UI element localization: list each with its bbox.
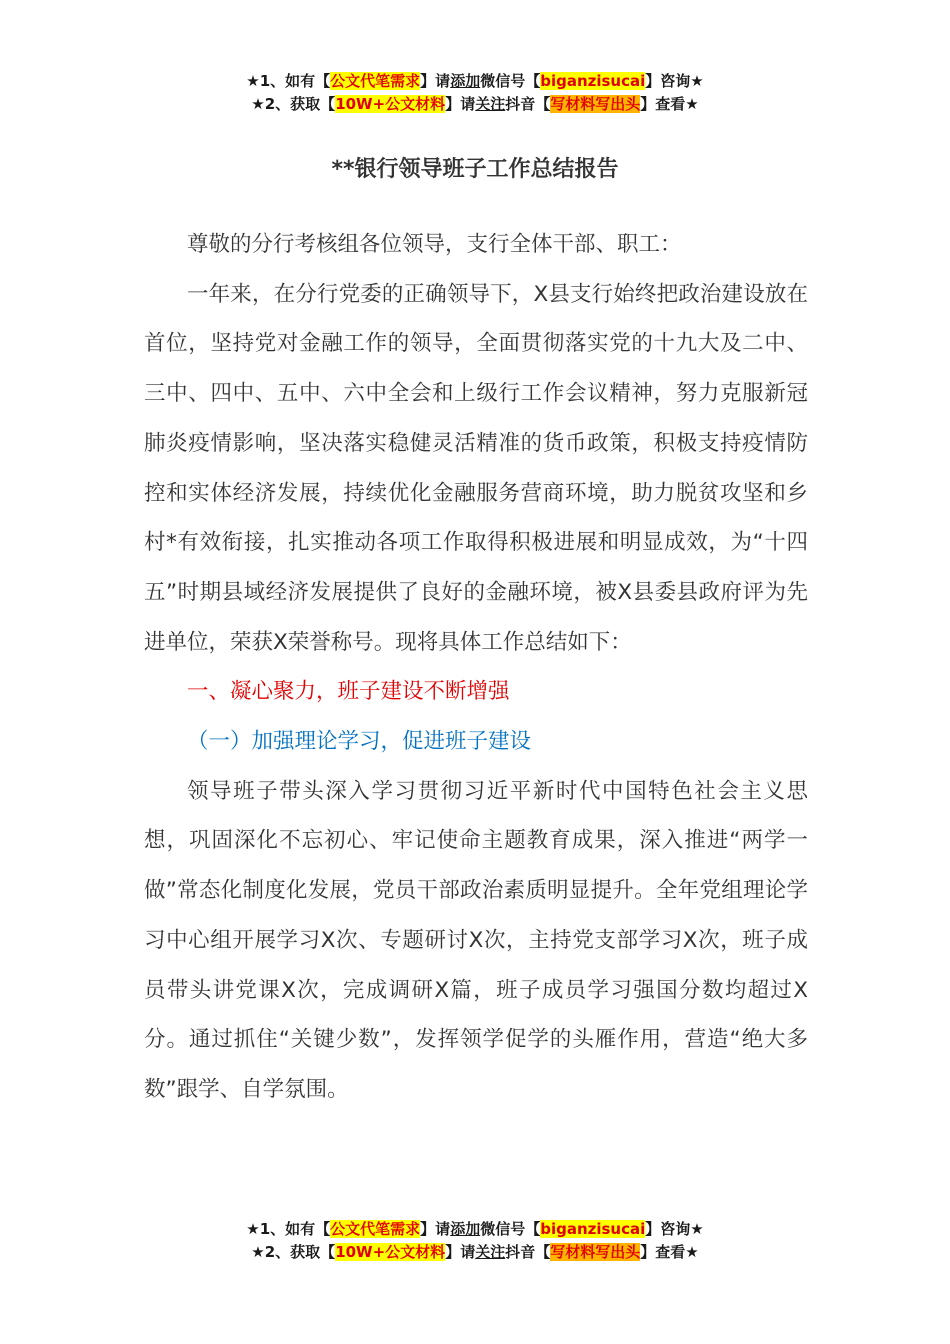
footer-promo-line-2-highlight-materials: 10W+公文材料 bbox=[335, 1243, 446, 1261]
subsection-1-paragraph: 领导班子带头深入学习贯彻习近平新时代中国特色社会主义思想，巩固深化不忘初心、牢记使命主题教育成果，深入推进“两学一做”常态化制度化发展，党员干部政治素质明显提升。全年党组理论学习中心组开展学习X次、专题研讨X次，主持党支部学习X次，班子成员带头讲党课X次，完成调研X篇，班子成员学习强国分数均超过X分。通过抓住“关键少数”，发挥领学促学的头雁作用，营造“绝大多数”跟学、自学氛围。 bbox=[144, 778, 808, 1102]
footer-promo-line-2-suffix: 】查看★ bbox=[640, 1243, 699, 1261]
promo-line-1-highlight-wechat: biganzisucai bbox=[540, 72, 646, 90]
promo-line-1-prefix: ★1、如有【 bbox=[246, 72, 331, 90]
footer-promo-line-1-highlight-service: 公文代笔需求 bbox=[330, 1220, 421, 1238]
promo-line-2-text-2: 抖音【 bbox=[505, 95, 551, 113]
promo-line-2-highlight-materials: 10W+公文材料 bbox=[335, 95, 446, 113]
promo-line-2-suffix: 】查看★ bbox=[640, 95, 699, 113]
footer-promo-line-1 bbox=[0, 1218, 950, 1241]
footer-promo-line-2-text: 】请 bbox=[445, 1243, 476, 1261]
intro-paragraph: 一年来，在分行党委的正确领导下，X县支行始终把政治建设放在首位，坚持党对金融工作的领导，全面贯彻落实党的十九大及二中、三中、四中、五中、六中全会和上级行工作会议精神，努力克服新冠肺炎疫情影响，坚决落实稳健灵活精准的货币政策，积极支持疫情防控和实体经济发展，持续优化金融服务营商环境，助力脱贫攻坚和乡村*有效衔接，扎实推动各项工作取得积极进展和明显成效，为“十四五”时期县域经济发展提供了良好的金融环境，被X县委县政府评为先进单位，荣获X荣誉称号。现将具体工作总结如下： bbox=[144, 281, 808, 655]
footer-promo-line-1-text: 】请 bbox=[420, 1220, 451, 1238]
header-promo-banner bbox=[0, 70, 950, 116]
promo-line-2-underline: 关注 bbox=[475, 95, 506, 113]
footer-promo-line-1-highlight-wechat: biganzisucai bbox=[540, 1220, 646, 1238]
promo-line-2 bbox=[0, 93, 950, 116]
promo-line-1-suffix: 】咨询★ bbox=[645, 72, 704, 90]
promo-line-1 bbox=[0, 70, 950, 93]
subsection-1-heading: （一）加强理论学习，促进班子建设 bbox=[187, 729, 532, 755]
promo-line-2-text: 】请 bbox=[445, 95, 476, 113]
promo-line-1-text: 】请 bbox=[420, 72, 451, 90]
footer-promo-line-2-highlight-douyin: 写材料写出头 bbox=[550, 1243, 641, 1261]
salutation-paragraph: 尊敬的分行考核组各位领导，支行全体干部、职工： bbox=[187, 232, 682, 257]
footer-promo-line-2-text-2: 抖音【 bbox=[505, 1243, 551, 1261]
document-body bbox=[144, 220, 808, 1115]
promo-line-1-text-2: 微信号【 bbox=[480, 72, 541, 90]
footer-promo-banner bbox=[0, 1218, 950, 1264]
footer-promo-line-2-prefix: ★2、获取【 bbox=[251, 1243, 336, 1261]
promo-line-1-highlight-service: 公文代笔需求 bbox=[330, 72, 421, 90]
section-1-heading: 一、凝心聚力，班子建设不断增强 bbox=[187, 679, 510, 705]
footer-promo-line-2 bbox=[0, 1241, 950, 1264]
footer-promo-line-1-text-2: 微信号【 bbox=[480, 1220, 541, 1238]
promo-line-1-underline: 添加 bbox=[450, 72, 481, 90]
footer-promo-line-2-underline: 关注 bbox=[475, 1243, 506, 1261]
promo-line-2-highlight-douyin: 写材料写出头 bbox=[550, 95, 641, 113]
document-title: **银行领导班子工作总结报告 bbox=[331, 157, 619, 182]
promo-line-2-prefix: ★2、获取【 bbox=[251, 95, 336, 113]
footer-promo-line-1-suffix: 】咨询★ bbox=[645, 1220, 704, 1238]
footer-promo-line-1-underline: 添加 bbox=[450, 1220, 481, 1238]
footer-promo-line-1-prefix: ★1、如有【 bbox=[246, 1220, 331, 1238]
